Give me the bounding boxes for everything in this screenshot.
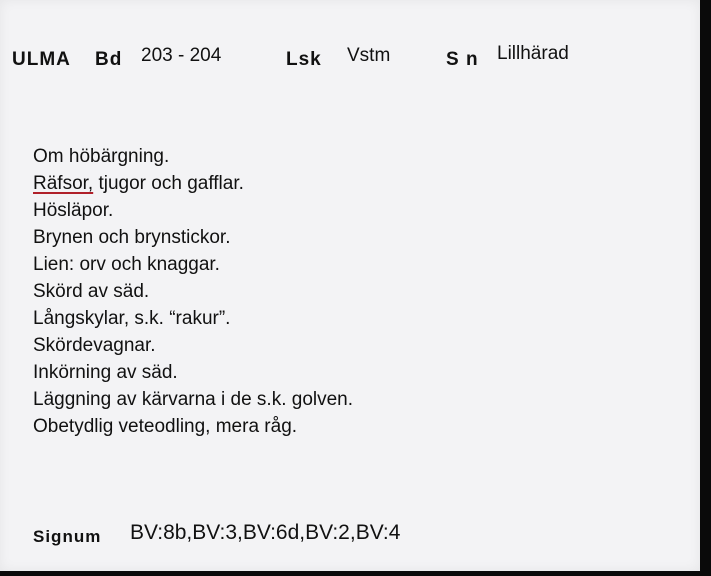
parish-value: Lillhärad: [497, 43, 569, 64]
county-label: Lsk: [286, 49, 322, 70]
signum-label: Signum: [33, 527, 102, 546]
county-value: Vstm: [347, 45, 391, 66]
content-list: [33, 143, 353, 440]
content-line: Läggning av kärvarna i de s.k. golven.: [33, 389, 354, 410]
content-line: [33, 170, 353, 197]
parish-label: S n: [446, 49, 479, 70]
content-line: Lien: orv och knaggar.: [33, 254, 220, 275]
content-line: Brynen och brynstickor.: [33, 227, 231, 248]
content-line: Skördevagnar.: [33, 335, 156, 356]
content-line: Om höbärgning.: [33, 146, 170, 167]
scan-border-right: [700, 0, 711, 576]
content-line: Skörd av säd.: [33, 281, 150, 302]
archive-label: ULMA: [12, 49, 71, 70]
content-line-rest: tjugor och gafflar.: [93, 173, 244, 194]
content-line: Långskylar, s.k. “rakur”.: [33, 308, 231, 329]
volume-label: Bd: [95, 49, 123, 70]
scan-border-bottom: [0, 571, 711, 576]
content-line: Obetydlig veteodling, mera råg.: [33, 416, 298, 437]
signum-value: BV:8b,BV:3,BV:6d,BV:2,BV:4: [130, 521, 401, 544]
underlined-keyword: Räfsor,: [33, 173, 94, 194]
content-line: Hösläpor.: [33, 200, 114, 221]
volume-value: 203 - 204: [141, 45, 222, 66]
content-line: Inkörning av säd.: [33, 362, 178, 383]
